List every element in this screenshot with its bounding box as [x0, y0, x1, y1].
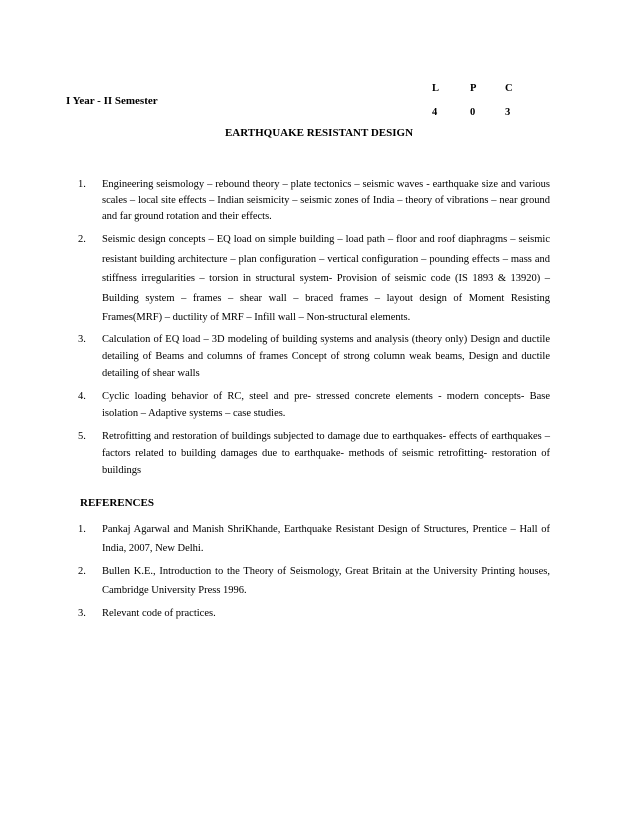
ltpc-value-p: 0	[470, 107, 476, 118]
ltpc-label-p: P	[470, 83, 477, 94]
list-item	[66, 428, 550, 479]
item-number: 1.	[78, 524, 86, 535]
item-number: 2.	[78, 566, 86, 577]
course-title: EARTHQUAKE RESISTANT DESIGN	[224, 127, 414, 139]
item-text: Engineering seismology – rebound theory – plate tectonics – seismic waves - earthquake size and various scales – local site effects – Indian seismicity – seismic zones of India – theory of vibrations – near ground and far ground rotation and their effects.	[102, 179, 550, 222]
item-number: 4.	[78, 390, 86, 402]
list-item	[66, 177, 550, 225]
list-item	[66, 520, 550, 558]
ltpc-label-c: C	[505, 83, 513, 94]
unit-list	[66, 177, 550, 479]
ltpc-value-c: 3	[505, 107, 511, 118]
ltpc-value-l: 4	[432, 107, 438, 118]
list-item	[66, 562, 550, 600]
reference-list	[66, 520, 550, 623]
item-text: Retrofitting and restoration of buildings subjected to damage due to earthquakes- effects of earthquakes – factors related to building damages due to earthquake- methods of seismic retrofitting- restoration of buildings	[102, 430, 550, 476]
item-text: Seismic design concepts – EQ load on simple building – load path – floor and roof diaphragms – seismic resistant building architecture – plan configuration – vertical configuration – pounding effects – mass and stiffness irregularities – torsion in structural system- Provision of seismic code (IS 1893 & 13920) – Building system – frames – shear wall – braced frames – layout design of Moment Resisting Frames(MRF) – ductility of MRF – Infill wall – Non-structural elements.	[102, 234, 550, 324]
list-item	[66, 388, 550, 422]
item-text: Pankaj Agarwal and Manish ShriKhande, Earthquake Resistant Design of Structures, Prentice – Hall of India, 2007, New Delhi.	[102, 524, 550, 554]
item-number: 3.	[78, 608, 86, 619]
ltpc-label-l: L	[432, 83, 440, 94]
item-text: Relevant code of practices.	[102, 608, 216, 619]
item-number: 2.	[78, 234, 86, 245]
semester-label: I Year - II Semester	[66, 95, 158, 107]
item-number: 3.	[78, 333, 86, 345]
item-text: Calculation of EQ load – 3D modeling of building systems and analysis (theory only) Design and ductile detailing of Beams and columns of frames Concept of strong column weak beams, Design and ductile detailing of shear walls	[102, 333, 550, 379]
item-text: Cyclic loading behavior of RC, steel and pre- stressed concrete elements - modern concepts- Base isolation – Adaptive systems – case studies.	[102, 390, 550, 419]
references-heading: REFERENCES	[80, 497, 154, 509]
item-number: 1.	[78, 179, 86, 190]
list-item	[66, 230, 550, 328]
list-item	[66, 604, 550, 623]
item-text: Bullen K.E., Introduction to the Theory of Seismology, Great Britain at the University Printing houses, Cambridge University Press 1996.	[102, 566, 550, 596]
item-number: 5.	[78, 430, 86, 442]
list-item	[66, 331, 550, 382]
